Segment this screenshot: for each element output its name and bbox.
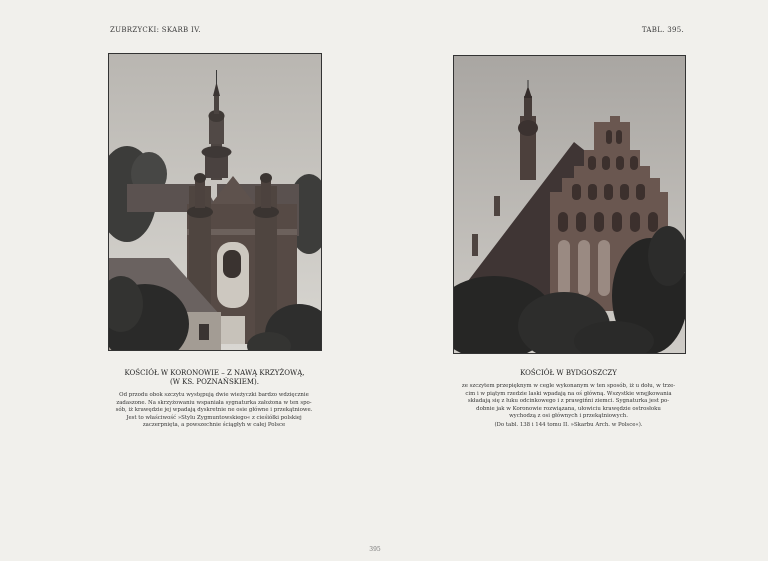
text-line: cim i w piątym rzedzie laski wpadają na oś główną. Wszystkie wnęjkowania [465,390,672,397]
caption-bydgoszcz [453,369,684,378]
text-line: Od przodu obok szczytu występują dwie wieżyczki bardzo wdzięcznie [119,392,309,398]
description-koronowo [108,392,320,430]
running-header-left: ZUBRZYCKI: SKARB IV. [110,26,201,34]
text-line: Jest to właściwość »Stylu Zygmuntowskiego« z cieśiółki polskiej [126,414,302,421]
caption-koronowo [108,369,321,387]
church-photograph-bydgoszcz [454,56,685,353]
caption-line: KOŚCIÓŁ W BYDGOSZCZY [520,369,617,377]
text-line: zaczerpnięta, a powszechnie ściągłyh w całej Polsce [142,422,286,429]
church-photograph-koronowo [109,54,321,350]
text-line: zadaszone. Na skrzyżowaniu wspaniała sygnaturka założona w ten spo- [116,399,312,406]
page-folio: 395 [369,546,381,553]
running-header-right: TABL. 395. [641,26,684,34]
text-line: wychodzą z osi głównych i przekątniowych. [509,413,628,420]
photo-koronowo-church [108,53,322,351]
caption-line: KOŚCIÓŁ W KORONOWIE – Z NAWĄ KRZYŻOWĄ, [124,369,305,377]
caption-line: (W KS. POZNAŃSKIEM). [169,378,260,386]
text-line: dobnie jak w Koronowie rozwiązana, ułowiciu krawędzie ostrosłoku [476,405,661,412]
text-line: ze szczytem przepięknym w cegle wykonanym w ten sposób, iż u dołu, w trze- [461,383,676,389]
text-line: składają się z łuku odcinkowego i z prawgińni ziemci. Sygnaturka jest po- [467,398,670,405]
description-bydgoszcz [453,383,684,430]
text-line: sób, iż krawędzie jej wpadają dyskretnie ne osie główne i przekątniowe. [115,407,313,414]
reference-note: (Do tabl. 138 i 144 tomu II. »Skarbu Arch. w Polsce«). [494,421,643,428]
photo-bydgoszcz-church [453,55,686,354]
